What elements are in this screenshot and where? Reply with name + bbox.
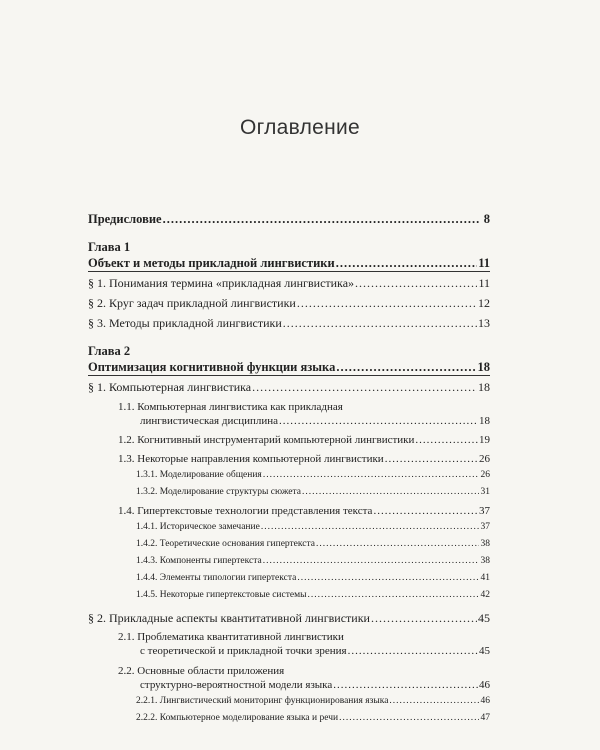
toc-entry-1-3-2[interactable] xyxy=(136,487,490,497)
toc-entry-text: Объект и методы прикладной лингвистики xyxy=(88,256,335,270)
toc-leader xyxy=(336,360,476,375)
toc-page: 13 xyxy=(478,316,490,330)
toc-page: 45 xyxy=(479,645,490,657)
toc-entry-ch1-s3[interactable] xyxy=(88,316,490,331)
toc-entry-1-4-5[interactable] xyxy=(136,590,490,600)
toc-entry-text: 1.3.1. Моделирование общения xyxy=(136,470,262,480)
toc-leader xyxy=(302,487,479,497)
toc-leader xyxy=(279,415,478,427)
toc-entry-preface[interactable] xyxy=(88,212,490,227)
toc-entry-text: 1.4. Гипертекстовые технологии представления текста xyxy=(118,505,373,517)
toc-leader xyxy=(307,590,479,600)
toc-entry-1-3-1[interactable] xyxy=(136,470,490,480)
toc-leader xyxy=(163,212,479,227)
toc-page: 46 xyxy=(480,696,490,706)
toc-leader xyxy=(415,434,478,446)
toc-leader xyxy=(348,645,478,657)
toc-page: 37 xyxy=(480,522,490,532)
toc-entry-ch2-s2[interactable] xyxy=(88,611,490,626)
toc-page: 8 xyxy=(483,212,490,226)
toc-page: 42 xyxy=(480,590,490,600)
toc-leader xyxy=(297,573,479,583)
toc-entry-text: 1.4.2. Теоретические основания гипертекста xyxy=(136,539,315,549)
toc-page: 41 xyxy=(480,573,490,583)
toc-entry-1-4-3[interactable] xyxy=(136,556,490,566)
toc-entry-1-3[interactable] xyxy=(118,453,490,465)
toc-entry-line: 2.2. Основные области приложения xyxy=(118,665,285,677)
chapter-label: Глава 1 xyxy=(88,240,131,254)
toc-entry-2-1[interactable] xyxy=(140,645,490,657)
toc-page: 45 xyxy=(478,611,490,625)
toc-page: 46 xyxy=(479,679,490,691)
toc-entry-text: 1.2. Когнитивный инструментарий компьютерной лингвистики xyxy=(118,434,415,446)
toc-entry-ch1-s1[interactable] xyxy=(88,276,490,291)
toc-entry-ch2-s1[interactable] xyxy=(88,380,490,395)
toc-page: 26 xyxy=(480,470,490,480)
toc-page: 11 xyxy=(478,276,490,290)
toc-entry-2-2-1[interactable] xyxy=(136,696,490,706)
toc-page: 37 xyxy=(479,505,490,517)
toc-entry-2-2-2[interactable] xyxy=(136,713,490,723)
toc-leader xyxy=(339,713,479,723)
chapter-label: Глава 2 xyxy=(88,344,131,358)
toc-leader xyxy=(316,539,479,549)
toc-entry-chapter-2[interactable] xyxy=(88,360,490,376)
toc-page: 38 xyxy=(480,556,490,566)
toc-leader xyxy=(252,380,477,395)
toc-entry-ch1-s2[interactable] xyxy=(88,296,490,311)
toc-page: 18 xyxy=(477,360,490,374)
toc-entry-1-2[interactable] xyxy=(118,434,490,446)
toc-entry-text: структурно-вероятностной модели языка xyxy=(140,679,333,691)
toc-entry-text: 1.4.3. Компоненты гипертекста xyxy=(136,556,262,566)
toc-page: 11 xyxy=(478,256,490,270)
toc-entry-text: 1.4.5. Некоторые гипертекстовые системы xyxy=(136,590,307,600)
toc-entry-text: § 2. Круг задач прикладной лингвистики xyxy=(88,296,296,310)
toc-entry-1-1[interactable] xyxy=(140,415,490,427)
toc-entry-text: § 1. Компьютерная лингвистика xyxy=(88,380,252,394)
toc-entry-text: 1.4.4. Элементы типологии гипертекста xyxy=(136,573,297,583)
toc-page: 18 xyxy=(478,380,490,394)
toc-leader xyxy=(283,316,477,331)
toc-entry-text: Оптимизация когнитивной функции языка xyxy=(88,360,336,374)
toc-entry-line: 2.1. Проблематика квантитативной лингвистики xyxy=(118,631,344,643)
toc-leader xyxy=(263,556,479,566)
toc-page: 47 xyxy=(480,713,490,723)
page-title: Оглавление xyxy=(239,116,361,139)
toc-page: 19 xyxy=(479,434,490,446)
toc-leader xyxy=(297,296,477,311)
toc-entry-1-4-1[interactable] xyxy=(136,522,490,532)
toc-leader xyxy=(389,696,479,706)
toc-leader xyxy=(261,522,479,532)
toc-entry-text: § 1. Понимания термина «прикладная лингвистика» xyxy=(88,276,355,290)
toc-entry-1-4-2[interactable] xyxy=(136,539,490,549)
toc-entry-text: 1.3. Некоторые направления компьютерной лингвистики xyxy=(118,453,384,465)
toc-entry-text: Предисловие xyxy=(88,212,162,226)
toc-leader xyxy=(373,505,478,517)
toc-leader xyxy=(336,256,477,271)
toc-leader xyxy=(263,470,479,480)
toc-entry-chapter-1[interactable] xyxy=(88,256,490,272)
toc-entry-text: 2.2.2. Компьютерное моделирование языка и речи xyxy=(136,713,339,723)
toc-leader xyxy=(333,679,478,691)
toc-page: 18 xyxy=(479,415,490,427)
toc-entry-text: § 3. Методы прикладной лингвистики xyxy=(88,316,282,330)
toc-entry-2-2[interactable] xyxy=(140,679,490,691)
toc-page: 26 xyxy=(479,453,490,465)
toc-entry-text: § 2. Прикладные аспекты квантитативной лингвистики xyxy=(88,611,370,625)
toc-entry-text: лингвистическая дисциплина xyxy=(140,415,279,427)
toc-page: 12 xyxy=(478,296,490,310)
toc-leader xyxy=(355,276,477,291)
toc-leader xyxy=(371,611,477,626)
toc-page: 38 xyxy=(480,539,490,549)
toc-entry-text: 1.3.2. Моделирование структуры сюжета xyxy=(136,487,301,497)
toc-entry-text: с теоретической и прикладной точки зрения xyxy=(140,645,347,657)
toc-entry-1-4[interactable] xyxy=(118,505,490,517)
toc-leader xyxy=(385,453,478,465)
toc-entry-1-4-4[interactable] xyxy=(136,573,490,583)
toc-page: 31 xyxy=(480,487,490,497)
toc-entry-text: 2.2.1. Лингвистический мониторинг функционирования языка xyxy=(136,696,389,706)
toc-entry-text: 1.4.1. Историческое замечание xyxy=(136,522,260,532)
toc-entry-line: 1.1. Компьютерная лингвистика как прикладная xyxy=(118,401,343,413)
